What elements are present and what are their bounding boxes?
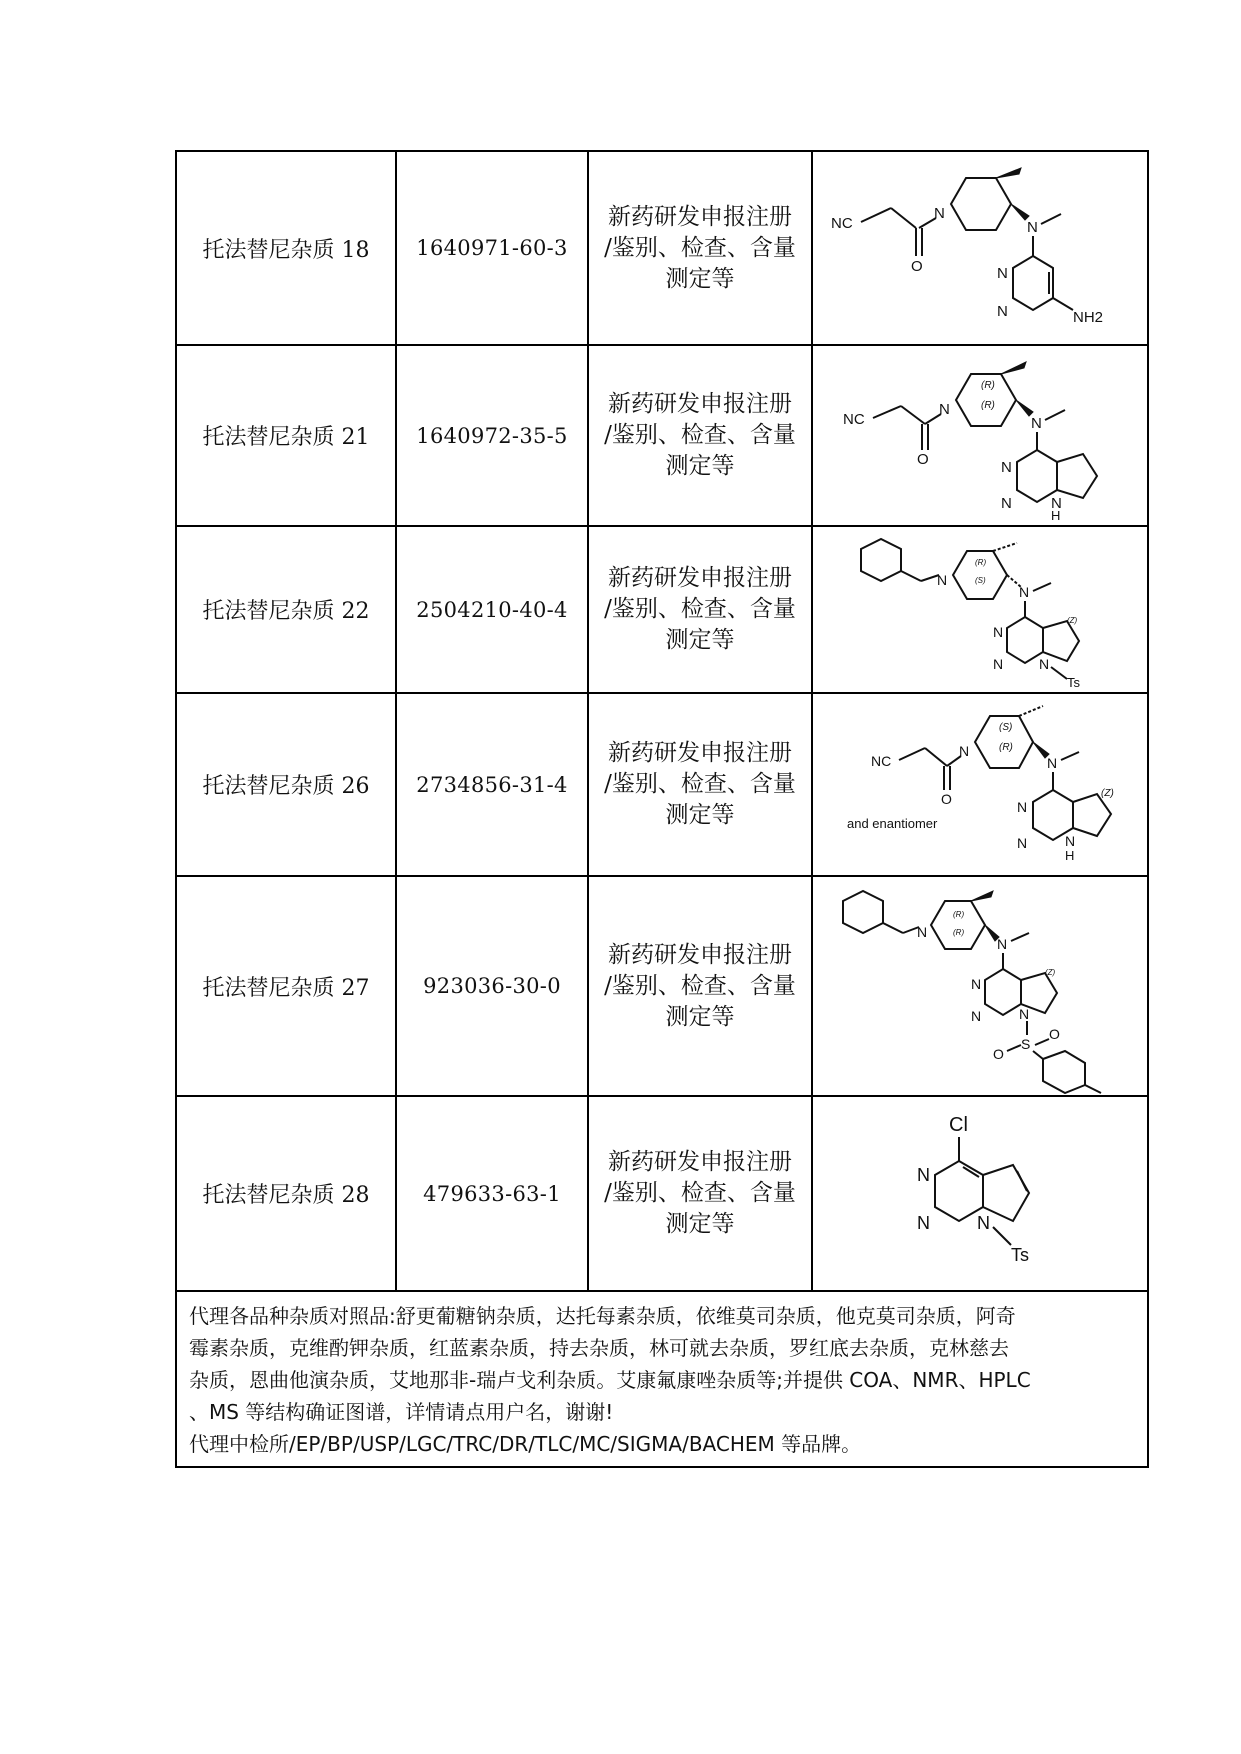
atom-label: N	[937, 571, 948, 588]
cas-number: 2504210-40-4	[396, 526, 588, 693]
atom-label: N	[971, 975, 982, 992]
footer-line: 杂质，恩曲他演杂质，艾地那非-瑞卢戈利杂质。艾康氟康唑杂质等;并提供 COA、NMR、HPLC	[189, 1368, 1031, 1392]
atom-label: N	[959, 742, 970, 759]
atom-label: N	[997, 935, 1008, 952]
atom-label: N	[1019, 1005, 1030, 1022]
usage-text	[588, 876, 812, 1096]
atom-label: N	[1051, 495, 1062, 512]
table-row	[177, 876, 1149, 1096]
atom-label: Cl	[949, 1113, 968, 1136]
atom-label: N	[1001, 459, 1012, 476]
atom-label: O	[941, 790, 952, 807]
usage-line: 测定等	[665, 1211, 735, 1237]
usage-line: 新药研发申报注册	[608, 941, 792, 968]
usage-line: /鉴别、检查、含量	[604, 771, 796, 797]
usage-line: /鉴别、检查、含量	[604, 234, 796, 261]
atom-label: N	[934, 204, 945, 222]
cas-number: 479633-63-1	[396, 1096, 588, 1291]
usage-line: 新药研发申报注册	[608, 203, 792, 230]
atom-label: N	[977, 1212, 990, 1233]
impurity-name: 托法替尼杂质 26	[177, 693, 396, 876]
atom-label: N	[1031, 415, 1042, 432]
usage-line: 新药研发申报注册	[608, 740, 792, 766]
atom-label: O	[917, 451, 929, 468]
usage-line: 新药研发申报注册	[608, 1149, 792, 1175]
atom-label: Ts	[1067, 674, 1080, 690]
table-row	[177, 345, 1149, 526]
footer-note	[177, 1291, 1149, 1466]
stereo-label: (R)	[953, 909, 965, 919]
stereo-label: (Z)	[1045, 967, 1056, 977]
impurity-table	[175, 150, 1149, 1468]
footer-line: 、MS 等结构确证图谱，详情请点用户名，谢谢!	[189, 1400, 614, 1424]
usage-line: /鉴别、检查、含量	[604, 1180, 796, 1206]
usage-line: /鉴别、检查、含量	[604, 596, 796, 622]
table-row	[177, 1291, 1149, 1466]
structure-image	[812, 876, 1149, 1096]
impurity-name: 托法替尼杂质 21	[177, 345, 396, 526]
usage-line: 测定等	[665, 453, 735, 479]
footer-line: 代理各品种杂质对照品:舒更葡糖钠杂质，达托每素杂质，依维莫司杂质，他克莫司杂质，阿奇	[189, 1304, 1016, 1328]
structure-diagram-28	[821, 1099, 1141, 1289]
cas-number: 1640972-35-5	[396, 345, 588, 526]
atom-label: N	[997, 264, 1008, 282]
table-row	[177, 1096, 1149, 1291]
atom-label: O	[911, 257, 923, 275]
usage-line: 新药研发申报注册	[608, 391, 792, 417]
atom-label: N	[993, 655, 1004, 672]
usage-line: 新药研发申报注册	[608, 565, 792, 591]
usage-line: 测定等	[665, 265, 735, 292]
structure-image	[812, 526, 1149, 693]
structure-image	[812, 1096, 1149, 1291]
atom-label: N	[1017, 798, 1028, 815]
atom-label: N	[1039, 655, 1050, 672]
atom-label: N	[939, 401, 950, 418]
atom-label: N	[917, 1164, 930, 1185]
usage-text	[588, 152, 812, 345]
usage-text	[588, 1096, 812, 1291]
table-row	[177, 526, 1149, 693]
structure-diagram-22	[821, 529, 1141, 691]
usage-line: 测定等	[665, 802, 735, 828]
impurity-name: 托法替尼杂质 18	[177, 152, 396, 345]
cas-number: 2734856-31-4	[396, 693, 588, 876]
impurity-name: 托法替尼杂质 28	[177, 1096, 396, 1291]
stereo-label: (R)	[981, 400, 995, 411]
structure-diagram-27	[821, 879, 1141, 1094]
structure-note: and enantiomer	[847, 815, 938, 831]
stereo-label: (Z)	[1101, 787, 1114, 799]
usage-line: 测定等	[665, 627, 735, 653]
impurity-name: 托法替尼杂质 22	[177, 526, 396, 693]
atom-label: H	[1051, 508, 1061, 523]
stereo-label: (R)	[999, 741, 1013, 753]
stereo-label: (S)	[999, 721, 1013, 733]
table-row	[177, 693, 1149, 876]
usage-line: /鉴别、检查、含量	[604, 972, 796, 999]
usage-text	[588, 693, 812, 876]
atom-label: N	[917, 1212, 930, 1233]
structure-image	[812, 693, 1149, 876]
atom-label: H	[1065, 847, 1075, 863]
stereo-label: (R)	[975, 557, 987, 567]
cas-number: 923036-30-0	[396, 876, 588, 1096]
atom-label: N	[1019, 583, 1030, 600]
structure-image	[812, 152, 1149, 345]
stereo-label: (S)	[975, 575, 986, 585]
atom-label: NC	[831, 214, 853, 232]
stereo-label: (R)	[981, 380, 995, 391]
atom-label: N	[1027, 218, 1038, 236]
atom-label: O	[993, 1045, 1004, 1062]
atom-label: N	[1047, 754, 1058, 771]
usage-line: 测定等	[665, 1003, 735, 1030]
atom-label: O	[1049, 1025, 1060, 1042]
atom-label: N	[1065, 832, 1076, 849]
atom-label: Ts	[1011, 1244, 1029, 1265]
table-row	[177, 152, 1149, 345]
atom-label: N	[997, 302, 1008, 320]
atom-label: N	[971, 1007, 982, 1024]
atom-label: NC	[871, 752, 892, 769]
structure-image	[812, 345, 1149, 526]
atom-label: N	[1001, 495, 1012, 512]
atom-label: S	[1021, 1035, 1031, 1052]
footer-line: 代理中检所/EP/BP/USP/LGC/TRC/DR/TLC/MC/SIGMA/BACHEM 等品牌。	[189, 1432, 862, 1456]
atom-label: N	[993, 623, 1004, 640]
atom-label: N	[917, 923, 928, 940]
structure-diagram-18	[821, 156, 1141, 341]
atom-label: NC	[843, 411, 865, 428]
stereo-label: (R)	[953, 927, 965, 937]
cas-number: 1640971-60-3	[396, 152, 588, 345]
footer-line: 霉素杂质，克维酌钾杂质，红蓝素杂质，持去杂质，林可就去杂质，罗红底去杂质，克林慈去	[189, 1336, 1009, 1360]
stereo-label: (Z)	[1067, 615, 1078, 625]
structure-diagram-21	[821, 348, 1141, 523]
usage-text	[588, 345, 812, 526]
impurity-name: 托法替尼杂质 27	[177, 876, 396, 1096]
atom-label: N	[1017, 834, 1028, 851]
structure-diagram-26	[821, 696, 1141, 874]
usage-line: /鉴别、检查、含量	[604, 422, 796, 448]
atom-label: NH2	[1073, 308, 1104, 326]
usage-text	[588, 526, 812, 693]
